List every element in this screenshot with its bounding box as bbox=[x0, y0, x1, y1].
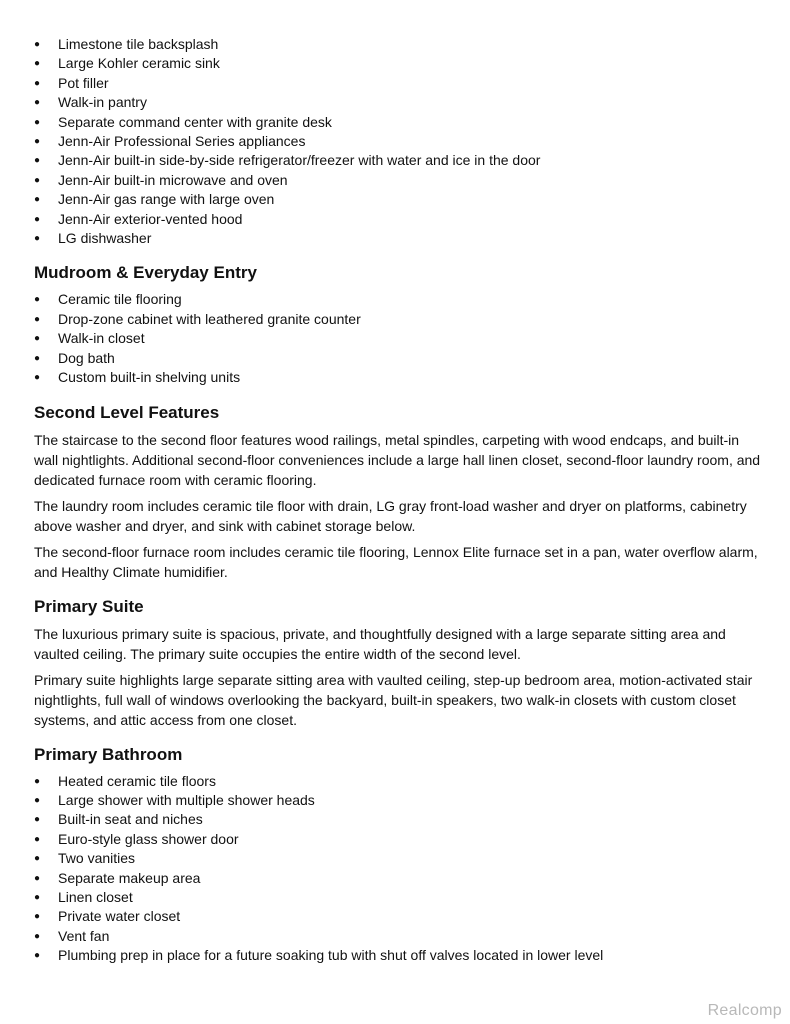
section-heading-second-level: Second Level Features bbox=[34, 402, 220, 422]
section-heading-mudroom: Mudroom & Everyday Entry bbox=[34, 263, 257, 283]
list-item: ● Pot filler bbox=[34, 74, 764, 93]
list-item: ● Two vanities bbox=[34, 849, 764, 868]
section-heading-primary-bathroom: Primary Bathroom bbox=[34, 744, 183, 764]
list-item: ● Private water closet bbox=[34, 907, 764, 926]
list-item: ● Jenn-Air Professional Series appliances bbox=[34, 132, 764, 151]
paragraph-suite-intro: The luxurious primary suite is spacious, private, and thoughtfully designed with a large separate sitting area and vaulted ceiling. The primary suite occupies the entire width of the second level. bbox=[34, 625, 726, 662]
paragraph-staircase: The staircase to the second floor features wood railings, metal spindles, carpeting with wood endcaps, and built-in wall nightlights. Additional second-floor conveniences include a large hall linen closet, second-floor laundry room, and dedicated furnace room with ceramic flooring. bbox=[34, 431, 761, 488]
paragraph-laundry: The laundry room includes ceramic tile floor with drain, LG gray front-load washer and dryer on platforms, cabinetry above washer and dryer, and sink with cabinet storage below. bbox=[34, 497, 747, 534]
list-item: ● Jenn-Air gas range with large oven bbox=[34, 190, 764, 209]
section-heading-primary-suite: Primary Suite bbox=[34, 596, 144, 616]
list-item: ● Built-in seat and niches bbox=[34, 810, 764, 829]
paragraph-suite-highlights: Primary suite highlights large separate sitting area with vaulted ceiling, step-up bedroom area, motion-activated stair nightlights, full wall of windows overlooking the backyard, built-in speakers, two walk-in closets with custom closet systems, and attic access from one closet. bbox=[34, 671, 753, 728]
list-item: ● Limestone tile backsplash bbox=[34, 35, 764, 54]
realcomp-watermark: Realcomp bbox=[707, 1002, 782, 1019]
kitchen-feature-list bbox=[34, 35, 764, 248]
list-item: ● Euro-style glass shower door bbox=[34, 830, 764, 849]
list-item: ● Large Kohler ceramic sink bbox=[34, 54, 764, 73]
list-item: ● Jenn-Air built-in microwave and oven bbox=[34, 171, 764, 190]
list-item: ● Separate command center with granite desk bbox=[34, 113, 764, 132]
document-page bbox=[34, 35, 764, 966]
list-item: ● Walk-in closet bbox=[34, 329, 764, 348]
list-item: ● Linen closet bbox=[34, 888, 764, 907]
bathroom-feature-list bbox=[34, 772, 764, 966]
mudroom-feature-list bbox=[34, 290, 764, 387]
paragraph-furnace: The second-floor furnace room includes ceramic tile flooring, Lennox Elite furnace set in a pan, water overflow alarm, and Healthy Climate humidifier. bbox=[34, 543, 758, 580]
list-item: ● Dog bath bbox=[34, 349, 764, 368]
list-item: ● Vent fan bbox=[34, 927, 764, 946]
list-item: ● Plumbing prep in place for a future soaking tub with shut off valves located in lower level bbox=[34, 946, 764, 965]
list-item: ● Walk-in pantry bbox=[34, 93, 764, 112]
list-item: ● Ceramic tile flooring bbox=[34, 290, 764, 309]
list-item: ● Jenn-Air built-in side-by-side refrigerator/freezer with water and ice in the door bbox=[34, 151, 764, 170]
list-item: ● Drop-zone cabinet with leathered granite counter bbox=[34, 310, 764, 329]
list-item: ● Jenn-Air exterior-vented hood bbox=[34, 210, 764, 229]
list-item: ● Heated ceramic tile floors bbox=[34, 772, 764, 791]
list-item: ● Custom built-in shelving units bbox=[34, 368, 764, 387]
list-item: ● Separate makeup area bbox=[34, 869, 764, 888]
list-item: ● Large shower with multiple shower heads bbox=[34, 791, 764, 810]
list-item: ● LG dishwasher bbox=[34, 229, 764, 248]
